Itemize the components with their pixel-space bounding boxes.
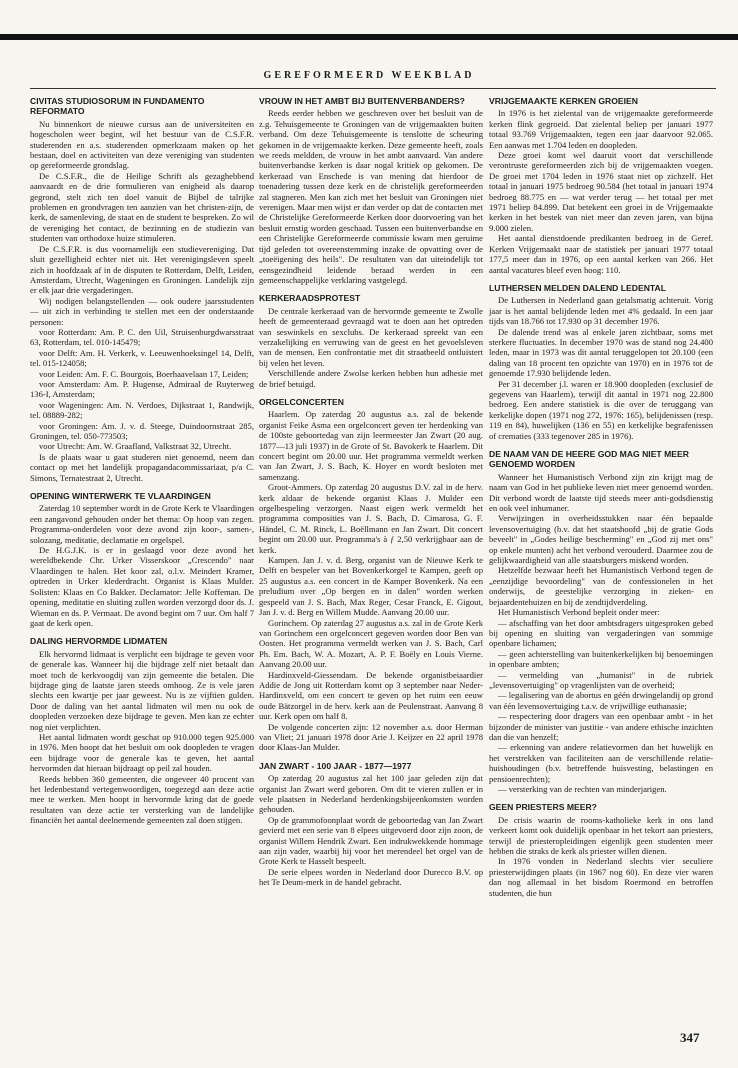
article bbox=[489, 802, 713, 898]
top-border bbox=[0, 34, 738, 40]
article-paragraph: Op de grammofoonplaat wordt de geboortedag van Jan Zwart gevierd met een serie van 8 elpees uitgevoerd door zijn zoon, de organist Willem Hendrik Zwart. Een indrukwekkende hommage aan zijn vader, waarbij hij voor het merendeel het orgel van de Grote Kerk te Hasselt bespeelt. bbox=[259, 814, 483, 867]
article-paragraph: Het aantal lidmaten wordt geschat op 910.000 tegen 925.000 in 1976. Men hoopt dat het besluit om ook doopleden te vragen een bijdrage voor de generale kas te geven, het aantal hervormden dat hieraan bijdraagt op peil zal houden. bbox=[30, 731, 254, 774]
article-paragraph: Reeds eerder hebben we geschreven over het besluit van de z.g. Tehuisgemeente te Groningen van de vrijgemaakten buiten verband. Om deze Tehuisgemeente is tenslotte de scheuring gekomen in de vrijgemaakte kerken. Deze gemeente heeft, zoals we reeds meldden, de vrouw in het ambt aanvaard. Van andere buitenverbandse kerken is daar nogal kritiek op gekomen. De kerkeraad van Enschede is van mening dat hierdoor de toenadering tussen deze kerk en de christelijk gereformeerden zal stagneren. Men kan zich met het besluit van Groningen niet verenigen. Maar men wijst er dan verder op dat de contacten met de Christelijke Gereformeerde Kerken door doorvoering van het besluit ernstig worden geschaad. Tussen een buitenverbandse en een Christelijke Gereformeerde commissie kwam men geruime tijd geleden tot overeenstemming inzake de opvatting over de „toeëigening des heils". De resultaten van dat uiteindelijk tot eensgezindheid leidende beraad werden in een gemeenschappelijke verklaring vastgelegd. bbox=[259, 108, 483, 285]
article-paragraph: De volgende concerten zijn: 12 november a.s. door Herman van Vliet; 21 januari 1978 door Arie J. Keijzer en 22 april 1978 door Klaas-Jan Mulder. bbox=[259, 721, 483, 753]
article-paragraph: — legalisering van de abortus en géén drwingelandij op grond van één levensovertuiging t.a.v. de vrijwillige euthanasie; bbox=[489, 690, 713, 711]
page-header: GEREFORMEERD WEEKBLAD bbox=[263, 70, 475, 81]
article-paragraph: Elk hervormd lidmaat is verplicht een bijdrage te geven voor de generale kas. Wanneer hij die bijdrage zelf niet betaalt dan moet toch de kerkvoogdij van zijn gemeente die betalen. Die bijdrage ging de laatste jaren steeds omhoog. Ze is vele jaren slechts een kwartje per jaar geweest. Nu is ze vijftien gulden. Door de daling van het aantal lidmaten wil men nu ook de doopleden verzoeken deze bijdrage te geven. Men kan ze echter nog niet verplichten. bbox=[30, 648, 254, 732]
article-paragraph: De crisis waarin de rooms-katholieke kerk in ons land verkeert komt ook duidelijk openbaar in het tekort aan priesters, terwijl de priesteropleidingen eigenlijk geen studenten meer hebben die straks de kerk als priester willen dienen. bbox=[489, 814, 713, 857]
article-paragraph: Wanneer het Humanistisch Verbond zijn zin krijgt mag de naam van God in het publieke leven niet meer genoemd worden. Dit verbond wordt de laatste tijd steeds meer anti-godsdienstig en ook veel inhumaner. bbox=[489, 471, 713, 514]
article-paragraph: Kampen. Jan J. v. d. Berg, organist van de Nieuwe Kerk te Delft en bespeler van het Bovenkerkorgel te Kampen, geeft op 25 augustus a.s. een concert in de Kamper Bovenkerk. Na een preludium over „Op bergen en in dalen" worden werken gespeeld van J. S. Bach, Max Reger, Cesar Franck, E. Gigout, Jan J. v. d. Berg en Willem Mudde. Aanvang 20.00 uur. bbox=[259, 555, 483, 618]
article bbox=[259, 761, 483, 888]
article-paragraph: Groot-Ammers. Op zaterdag 20 augustus D.V. zal in de herv. kerk aldaar de bekende organist Klaas J. Mulder een orgelbespeling verzorgen. Naast eigen werk vermeldt het programma composities van J. S. Bach, D. Cimarosa, G. F. Händel, C. M. Rinck, L. Boëllmann en Jan Zwart. Dit concert begint om 20.00 uur. Programma's à ƒ 2,50 verkrijgbaar aan de kerk. bbox=[259, 482, 483, 555]
column-1 bbox=[30, 96, 254, 1026]
article-paragraph: Haarlem. Op zaterdag 20 augustus a.s. zal de bekende organist Feike Asma een orgelconcert geven ter herdenking van de 100ste geboortedag van zijn leermeester Jan Zwart (20 aug. 1877—13 juli 1937) in de Grote of St. Bavokerk te Haarlem. Dit concert begint om 20.00 uur. Het programma vermeldt werken van Jan Zwart, J. S. Bach, K. Hoyer en wordt besloten met samenzang. bbox=[259, 409, 483, 482]
article-paragraph: Zaterdag 10 september wordt in de Grote Kerk te Vlaardingen een zangavond gehouden onder het thema: Op hoop van zegen. Programma-onderdelen voor deze avond zijn koor-, samen-, solozang, meditatie, declamatie en orgelspel. bbox=[30, 503, 254, 545]
article-heading: VROUW IN HET AMBT BIJ BUITENVERBANDERS? bbox=[259, 96, 465, 106]
article-paragraph: voor Wageningen: Am. N. Verdoes, Dijkstraat 1, Randwijk, tel. 08889-282; bbox=[30, 399, 254, 421]
article bbox=[259, 397, 483, 753]
article-paragraph: Reeds hebben 360 gemeenten, die ongeveer 40 procent van het ledenbestand vertegenwoordigen, toegezegd aan deze actie mee te werken. Men hoopt in hervormde kring dat de goede resultaten van deze actie ter versterking van de landelijke financiën het aantal deelnemende gemeenten zal doen stijgen. bbox=[30, 773, 254, 826]
column-2 bbox=[259, 96, 483, 1026]
article-paragraph: voor Utrecht: Am. W. Graafland, Valkstraat 32, Utrecht. bbox=[39, 441, 232, 452]
article bbox=[259, 96, 483, 285]
article-paragraph: In 1976 is het zielental van de vrijgemaakte gereformeerde kerken flink gegroeid. Dat zielental beliep per januari 1977 totaal 93.769 Vrijgemaakten, tegen een jaar daarvoor 92.065. Een aanwas met 1.704 leden en doopleden. bbox=[489, 108, 713, 150]
article-paragraph: Deze groei komt wel daaruit voort dat verschillende verontruste gereformeerden zich bij de vrijgemaakten voegen. De groei met 1704 leden in 1976 staat niet op zichzelf. Het totaal in januari 1975 bedroeg 90.584 (het totaal in januari 1974 bedroeg 88.775 en — wat verder terug — het totaal per met 1971 beliep 84.899. Dat betekent een groei in de Vrijgemaakte kerken in het bestek van niet meer dan zeven jaren, van bijna 9.000 zielen. bbox=[489, 150, 713, 233]
article bbox=[259, 293, 483, 389]
article-paragraph: Nu binnenkort de nieuwe cursus aan de universiteiten en hogescholen weer begint, wil het bestuur van de C.S.F.R. studerenden en a.s. studerenden opmerkzaam maken op het bestaan, doel en activiteiten van deze vereniging van studenten op gereformeerde grondslag. bbox=[30, 118, 254, 171]
article-paragraph: Per 31 december j.l. waren er 18.900 doopleden (exclusief de gegevens van Haarlem), terwijl dit aantal in 1971 nog 22.800 bedroeg. Een andere statistiek is die over de teruggang van kerkelijke dopen (1971 nog 272, 1976: 165), belijdenissen (resp. 119 en 84), huwelijken (136 en 55) en kerkelijke begrafenissen of crematies (333 tegenover 285 in 1976). bbox=[489, 378, 713, 441]
article-paragraph: De centrale kerkeraad van de hervormde gemeente te Zwolle heeft de gemeenteraad gevraagd wat te doen aan het optreden van seswinkels en sexclubs. De kerkeraad spreekt van een verzakelijking en verruwing van de geest en het gevoelsleven van de mensen. Een confrontatie met dit straatbeeld ontluistert bij velen het leven. bbox=[259, 305, 483, 368]
article-heading: CIVITAS STUDIOSORUM IN FUNDAMENTO REFORMATO bbox=[30, 96, 205, 117]
article-paragraph: voor Rotterdam: Am. P. C. den Uil, Struisenburgdwarsstraat 63, Rotterdam, tel. 010-145479; bbox=[30, 326, 254, 348]
article bbox=[30, 96, 254, 483]
article-paragraph: — erkenning van andere relatievormen dan het huwelijk en het verstrekken van faciliteiten aan de verschillende relatie-huishoudingen (b.v. betreffende huisvesting, belastingen en pensioenrechten); bbox=[489, 742, 713, 784]
article-paragraph: Is de plaats waar u gaat studeren niet genoemd, neem dan contact op met het landelijk propagandacommissariaat, p/a C. Simons, Ternatestraat 2, Utrecht. bbox=[30, 451, 254, 483]
article-paragraph: — afschaffing van het door ambtsdragers uitgesproken gebed bij opening en sluiting van vergaderingen van sommige openbare lichamen; bbox=[489, 617, 713, 649]
article-heading: GEEN PRIESTERS MEER? bbox=[489, 802, 597, 813]
article-paragraph: Verschillende andere Zwolse kerken hebben hun adhesie met de brief betuigd. bbox=[259, 368, 483, 389]
article-paragraph: voor Groningen: Am. J. v. d. Steege, Duindoornstraat 285, Groningen, tel. 050-773503; bbox=[30, 420, 254, 441]
article-heading: DE NAAM VAN DE HEERE GOD MAG NIET MEER GENOEMD WORDEN bbox=[489, 449, 689, 470]
article-paragraph: — respectering door dragers van een openbaar ambt - in het bijzonder de minister van justitie - van andere ethische inzichten dan die van henzelf; bbox=[489, 711, 713, 742]
article-paragraph: Hetzelfde bezwaar heeft het Humanistisch Verbond tegen de „eenzijdige bevoordeling" van de confessionelen in het onderwijs, de geestelijke verzorging in zieken- en bejaardentehuizen en bij de zendtijdverdeling. bbox=[489, 565, 713, 607]
article-paragraph: Het aantal dienstdoende predikanten bedroeg in de Geref. Kerken Vrijgemaakt naar de statistiek per januari 1977 totaal 177,5 meer dan in 1976, op een aantal kerken van 266. Het aantal vacatures bleef even hoog: 110. bbox=[489, 233, 713, 275]
article-paragraph: — versterking van de rechten van minderjarigen. bbox=[498, 784, 667, 794]
article-heading: OPENING WINTERWERK TE VLAARDINGEN bbox=[30, 491, 211, 502]
article-paragraph: De dalende trend was al enkele jaren zichtbaar, soms met sterkere fluctuaties. In december 1970 was de stand nog 24.400 leden, maar in 1973 was dit aantal teruggelopen tot 20.100 (een daling van 18 procent ten opzichte van 1970) en in 1976 tot de genoemde 17.930 belijdende leden. bbox=[489, 326, 713, 379]
article-paragraph: Verwijzingen in overheidsstukken naar één bepaalde levensovertuiging (b.v. dat het staatshoofd „bij de gratie Gods beveelt" in „Godes heilige bescherming" en „God zij met ons" op enkele munten) acht het verbond verouderd. Daarmee zou de gelijkwaardigheid van alle staatsburgers miskend worden. bbox=[489, 513, 713, 566]
article-paragraph: De serie elpees worden in Nederland door Durecco B.V. op het Te Deum-merk in de handel gebracht. bbox=[259, 866, 483, 888]
article-paragraph: voor Delft: Am. H. Verkerk, v. Leeuwenhoeksingel 14, Delft, tel. 015-124058; bbox=[30, 347, 254, 369]
article-heading: LUTHERSEN MELDEN DALEND LEDENTAL bbox=[489, 282, 666, 293]
article-paragraph: De C.S.F.R., die de Heilige Schrift als gezaghebbend aanvaardt en de drie formulieren van enigheid als daarop gegrond, stelt zich ten doel vanuit de Bijbel de talrijke problemen en grondvragen ten aanzien van het christen-zijn, de kerk, de samenleving, de staat en de student te bespreken. Zo wil de vereniging het contact, de bezinning en de studiezin van studenten van orthodoxe huize stimuleren. bbox=[30, 170, 254, 244]
article-paragraph: Hardinxveld-Giessendam. De bekende organistbeiaardier Addie de Jong uit Rotterdam komt op 3 september naar Neder-Hardinxveld, om een concert te geven op het ruim een eeuw oude Bätzorgel in de herv. kerk aan de Peulenstraat. Aanvang 8 uur. Kerk open om half 8. bbox=[259, 669, 483, 722]
article-heading: JAN ZWART - 100 JAAR - 1877—1977 bbox=[259, 760, 412, 771]
article-paragraph: Op zaterdag 20 augustus zal het 100 jaar geleden zijn dat organist Jan Zwart werd geboren. Om dit te vieren zullen er in vele plaatsen in Nederland herdenkingsbijeenkomsten worden gehouden. bbox=[259, 773, 483, 815]
article-paragraph: Wij nodigen belangstellenden — ook oudere jaarsstudenten — uit zich in verbinding te stellen met een der onderstaande personen: bbox=[30, 295, 254, 327]
header-rule bbox=[30, 88, 716, 89]
article-paragraph: voor Leiden: Am. F. C. Bourgois, Boerhaavelaan 17, Leiden; bbox=[39, 368, 249, 379]
page-number: 347 bbox=[680, 1030, 700, 1045]
article-heading: VRIJGEMAAKTE KERKEN GROEIEN bbox=[489, 96, 638, 106]
article-paragraph: — geen achterstelling van buitenkerkelijken bij benoemingen in openbare ambten; bbox=[489, 648, 713, 670]
article-paragraph: — vermelding van „humanist" in de rubriek „levensovertuiging" op vragenlijsten van de overheid; bbox=[489, 669, 713, 690]
article-paragraph: Het Humanistisch Verbond bepleit onder meer: bbox=[498, 607, 660, 618]
article bbox=[489, 283, 713, 441]
article-paragraph: De H.G.J.K. is er in geslaagd voor deze avond het wereldbekende Chr. Urker Visserskoor „Crescendo" naar Vlaardingen te halen. Het koor zal, o.l.v. Meindert Kramer, optreden in Urker klederdracht. Organist is Klaas Mulder. Solisten: Klaas en Co Bakker. Declamator: Jelle Koffeman. De opening, meditatie en sluiting zullen worden verzorgd door ds. J. Wieman en ds. P. Vermaat. De avond begint om 7 uur. Om half 7 gaat de kerk open. bbox=[30, 545, 254, 628]
column-3 bbox=[489, 96, 713, 1026]
article bbox=[30, 491, 254, 628]
article bbox=[489, 449, 713, 794]
article-paragraph: voor Amsterdam: Am. P. Hugense, Admiraal de Ruyterweg 136-I, Amsterdam; bbox=[30, 378, 254, 400]
article-paragraph: Gorinchem. Op zaterdag 27 augustus a.s. zal in de Grote Kerk van Gorinchem een orgelconcert gegeven worden door Ben van Oosten. Het programma vermeldt werken van J. S. Bach, Carl Ph. Em. Bach, W. A. Mozart, A. P. F. Boëly en Louis Vierne. Aanvang 20.00 uur. bbox=[259, 617, 483, 670]
article-heading: ORGELCONCERTEN bbox=[259, 396, 344, 407]
article-paragraph: In 1976 vonden in Nederland slechts vier seculiere priesterwijdingen plaats (in 1967 nog 60). En deze vier waren dan nog allemaal in het bisdom Roermond en betroffen studenten, die hun bbox=[489, 856, 713, 898]
article-paragraph: De Luthersen in Nederland gaan getalsmatig achteruit. Vorig jaar is het aantal belijdende leden met 4% gedaald. In een jaar tijds van 18.766 tot 17.930 op 31 december 1976. bbox=[489, 295, 713, 327]
article bbox=[30, 636, 254, 825]
article-paragraph: De C.S.F.R. is dus voornamelijk een studievereniging. Dat sluit gezelligheid echter niet uit. Het verenigingsleven speelt zich in hoofdzaak af in de disputen te Rotterdam, Delft, Leiden, Amsterdam, Utrecht, Wageningen en Groningen. Landelijk zijn er elk jaar drie vergaderingen. bbox=[30, 243, 254, 296]
article-heading: KERKERAADSPROTEST bbox=[259, 293, 361, 304]
article-heading: DALING HERVORMDE LIDMATEN bbox=[30, 636, 168, 647]
article bbox=[489, 96, 713, 275]
